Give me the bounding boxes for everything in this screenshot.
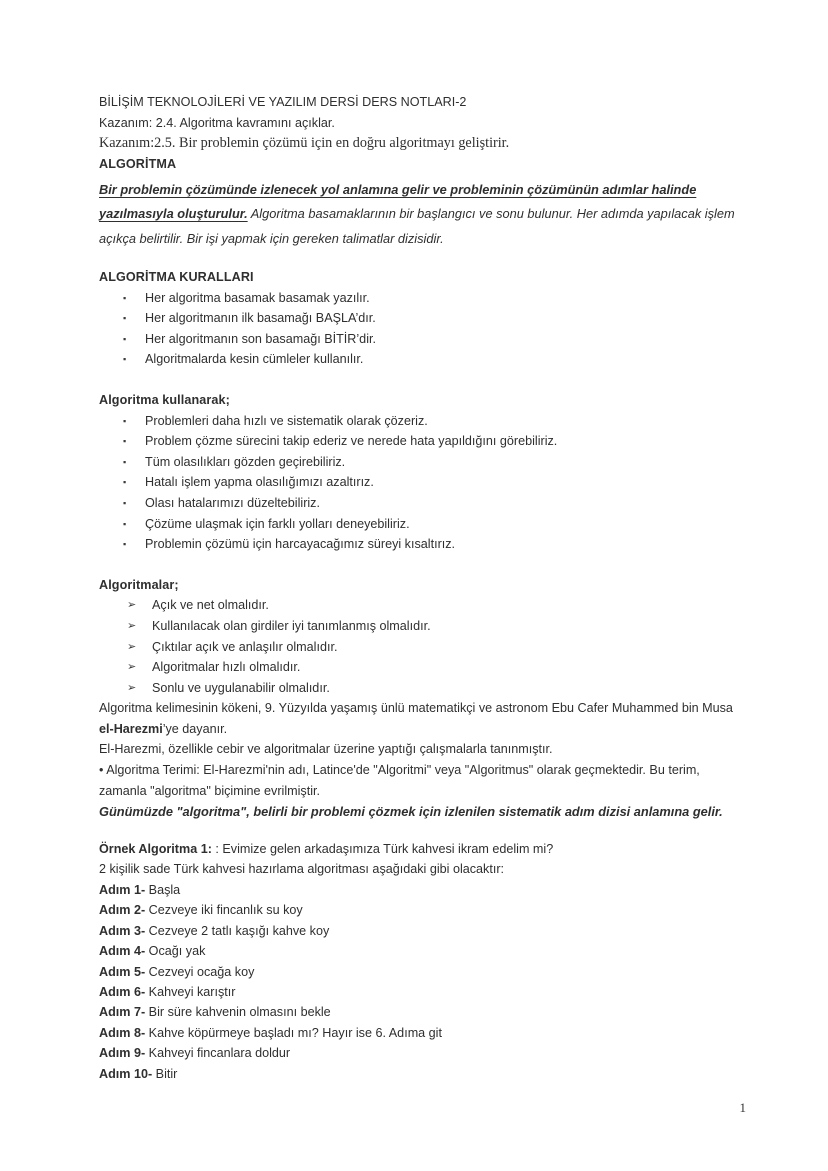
list-item [99,534,739,555]
square-bullet-icon: ▪ [123,415,127,426]
list-item [99,514,739,535]
harezmi-term-line: • Algoritma Terimi: El-Harezmi'nin adı, Latince'de "Algoritmi" veya "Algoritmus" olarak geçmektedir. Bu terim, zamanla "algoritma" biçimine evrilmiştir. [99,763,704,798]
kullanarak-list [99,411,739,555]
step-row [99,921,739,941]
list-item-label: Problem çözme sürecini takip ederiz ve nerede hata yapıldığını görebiliriz. [145,434,558,449]
harezmi-name: el-Harezmi [99,721,163,736]
list-item-label: Açık ve net olmalıdır. [152,598,269,613]
section-heading-algoritmalar: Algoritmalar; [99,577,179,592]
list-item-label: Algoritmalarda kesin cümleler kullanılır. [145,352,364,367]
list-item [99,472,739,493]
square-bullet-icon: ▪ [123,354,127,365]
list-item [99,616,739,637]
step-text: Cezveyi ocağa koy [145,964,255,979]
list-item [99,411,739,432]
harezmi-origin [99,698,739,739]
step-row [99,1064,739,1084]
list-item-label: Problemin çözümü için harcayacağımız süreyi kısaltırız. [145,537,456,552]
list-item [99,657,739,678]
list-item-label: Çıktılar açık ve anlaşılır olmalıdır. [152,639,338,654]
step-label: Adım 4- [99,944,146,959]
square-bullet-icon: ▪ [123,477,127,488]
step-label: Adım 2- [99,903,146,918]
list-item-label: Kullanılacak olan girdiler iyi tanımlanmış olmalıdır. [152,618,431,633]
ornek-question: : Evimize gelen arkadaşımıza Türk kahvesi ikram edelim mi? [211,841,554,856]
list-item [99,308,739,329]
list-item-label: Olası hatalarımızı düzeltebiliriz. [145,495,320,510]
step-label: Adım 10- [99,1066,153,1081]
harezmi-line-2: El-Harezmi, özellikle cebir ve algoritmalar üzerine yaptığı çalışmalarla tanınmıştır. [99,742,553,757]
list-item-label: Tüm olasılıkları gözden geçirebiliriz. [145,454,346,469]
arrow-bullet-icon: ➢ [127,640,137,653]
arrow-bullet-icon: ➢ [127,599,137,612]
list-item-label: Çözüme ulaşmak için farklı yolları deneyebiliriz. [145,516,410,531]
section-heading-algoritma: ALGORİTMA [99,157,177,172]
list-item [99,349,739,370]
list-item [99,329,739,350]
step-text: Kahve köpürmeye başladı mı? Hayır ise 6. Adıma git [145,1025,442,1040]
step-label: Adım 1- [99,882,146,897]
step-row [99,880,739,900]
kurallar-list [99,288,739,370]
section-heading-kurallar: ALGORİTMA KURALLARI [99,270,254,284]
list-item-label: Algoritmalar hızlı olmalıdır. [152,660,301,675]
list-item [99,452,739,473]
square-bullet-icon: ▪ [123,292,127,303]
arrow-bullet-icon: ➢ [127,619,137,632]
page-number: 1 [739,1100,746,1115]
step-label: Adım 8- [99,1025,146,1040]
step-text: Bir süre kahvenin olmasını bekle [145,1005,331,1020]
list-item [99,678,739,699]
ornek-intro: 2 kişilik sade Türk kahvesi hazırlama algoritması aşağıdaki gibi olacaktır: [99,862,505,877]
document-body [99,92,739,1084]
step-row [99,1002,739,1022]
step-label: Adım 7- [99,1005,146,1020]
step-label: Adım 9- [99,1046,146,1061]
list-item [99,288,739,309]
ornek-heading [99,839,739,860]
algoritma-definition-lead: Bir problemin çözümünde izlenecek yol anlamına gelir ve probleminin çözümünün adımlar halinde yazılmasıyla oluşturulur. [99,181,697,222]
arrow-bullet-icon: ➢ [127,661,137,674]
step-row [99,941,739,961]
list-item-label: Problemleri daha hızlı ve sistematik olarak çözeriz. [145,413,428,428]
square-bullet-icon: ▪ [123,313,127,324]
step-text: Kahveyi fincanlara doldur [145,1046,291,1061]
step-text: Kahveyi karıştır [145,984,236,999]
step-row [99,1023,739,1043]
list-item [99,431,739,452]
square-bullet-icon: ▪ [123,497,127,508]
list-item-label: Her algoritmanın ilk basamağı BAŞLA’dır. [145,311,376,326]
arrow-bullet-icon: ➢ [127,681,137,694]
algoritmalar-list [99,595,739,698]
list-item-label: Sonlu ve uygulanabilir olmalıdır. [152,680,330,695]
step-row [99,1043,739,1063]
step-row [99,962,739,982]
square-bullet-icon: ▪ [123,539,127,550]
step-text: Cezveye 2 tatlı kaşığı kahve koy [145,923,330,938]
list-item-label: Hatalı işlem yapma olasılığımızı azaltırız. [145,475,374,490]
document-title: BİLİŞİM TEKNOLOJİLERİ VE YAZILIM DERSİ DERS NOTLARI-2 [99,95,467,109]
list-item-label: Her algoritmanın son basamağı BİTİR’dir. [145,331,376,346]
step-label: Adım 6- [99,984,146,999]
square-bullet-icon: ▪ [123,518,127,529]
square-bullet-icon: ▪ [123,456,127,467]
objective-line-2: Kazanım:2.5. Bir problemin çözümü için en doğru algoritmayı geliştirir. [99,135,510,152]
ornek-label: Örnek Algoritma 1: [99,841,212,856]
list-item-label: Her algoritma basamak basamak yazılır. [145,290,370,305]
step-text: Cezveye iki fincanlık su koy [145,903,303,918]
step-text: Ocağı yak [145,944,206,959]
list-item [99,637,739,658]
ornek-steps [99,880,739,1084]
list-item [99,595,739,616]
algoritma-definition [99,178,739,251]
list-item [99,493,739,514]
step-label: Adım 3- [99,923,146,938]
harezmi-today-line: Günümüzde "algoritma", belirli bir problemi çözmek için izlenilen sistematik adım dizisi anlamına gelir. [99,804,723,820]
harezmi-origin-part1: Algoritma kelimesinin kökeni, 9. Yüzyılda yaşamış ünlü matematikçi ve astronom Ebu Cafer Muhammed bin Musa [99,701,737,716]
square-bullet-icon: ▪ [123,436,127,447]
objective-line-1: Kazanım: 2.4. Algoritma kavramını açıklar. [99,115,335,130]
step-row [99,900,739,920]
section-heading-kullanarak: Algoritma kullanarak; [99,392,230,407]
harezmi-origin-part2: ’ye dayanır. [162,721,228,736]
step-row [99,982,739,1002]
step-label: Adım 5- [99,964,146,979]
step-text: Başla [145,882,181,897]
square-bullet-icon: ▪ [123,333,127,344]
step-text: Bitir [152,1066,178,1081]
algoritma-definition-rest: Algoritma basamaklarının bir başlangıcı ve sonu bulunur. Her adımda yapılacak işlem açıkça belirtilir. Bir işi yapmak için gereken talimatlar dizisidir. [99,206,735,246]
